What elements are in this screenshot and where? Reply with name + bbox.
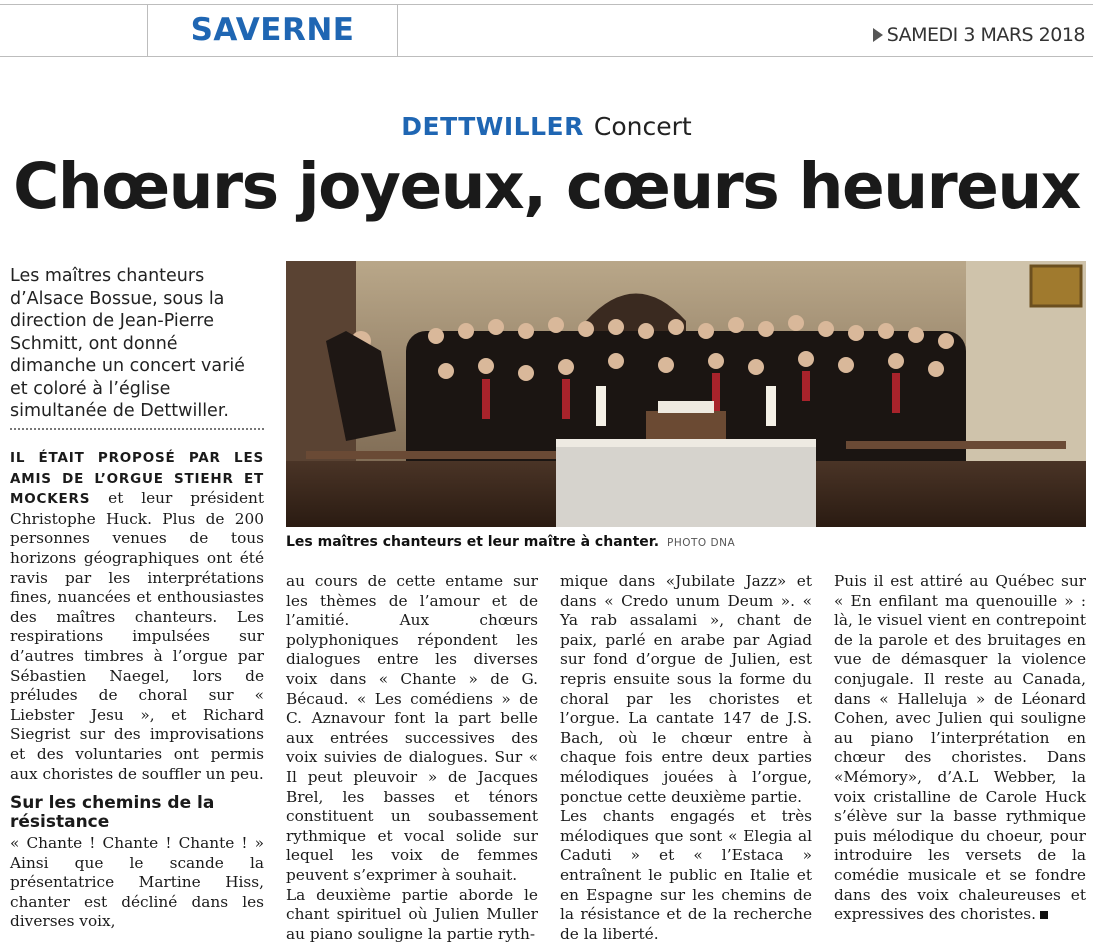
lead-paragraph [10, 448, 264, 784]
paragraph: Les chants engagés et très mélodiques que sont « Elegia al Caduti » et « l’Estaca » entraînent le public en Italie et en Espagne sur les chemins de la résistance et de la recherche de la liberté. [560, 807, 812, 943]
article-column-4 [834, 572, 1086, 925]
header-separator [397, 4, 398, 56]
headline: Chœurs joyeux, cœurs heureux [13, 150, 1080, 223]
end-of-article-icon [1040, 911, 1048, 919]
lead-caps: IL ÉTAIT PROPOSÉ PAR LES AMIS DE L’ORGUE STIEHR ET MOCKERS [10, 450, 264, 508]
intro-paragraph: Les maîtres chanteurs d’Alsace Bossue, sous la direction de Jean-Pierre Schmitt, ont donné dimanche un concert varié et coloré à l’église simultanée de Dettwiller. [10, 266, 245, 421]
kicker-location: DETTWILLER [401, 112, 584, 141]
header-bottom-rule [0, 56, 1093, 57]
article-column-1 [10, 448, 264, 932]
kicker-category: Concert [593, 112, 692, 141]
header-separator [147, 4, 148, 56]
paragraph [834, 572, 1086, 925]
paragraph: mique dans «Jubilate Jazz» et dans « Credo unum Deum ». « Ya rab assalami », chant de paix, parlé en arabe par Agiad sur fond d’orgue de Julien, est repris ensuite sous la forme du choral par les choristes et l’orgue. La cantate 147 de J.S. Bach, où le chœur entre à chaque fois entre deux parties mélodiques jouées à l’orgue, ponctue cette deuxième partie. [560, 572, 812, 806]
paragraph: « Chante ! Chante ! Chante ! » Ainsi que le scande la présentatrice Martine Hiss, chanter est décliné dans les diverses voix, [10, 834, 264, 931]
article-column-2 [286, 572, 538, 944]
arrow-right-icon [873, 28, 883, 42]
caption-text: Les maîtres chanteurs et leur maître à chanter. [286, 534, 660, 550]
header-top-rule [0, 4, 1093, 5]
paragraph: au cours de cette entame sur les thèmes de l’amour et de l’amitié. Aux chœurs polyphoniques répondent les dialogues entre les diverses voix dans « Chante » de G. Bécaud. « Les comédiens » de C. Aznavour font la part belle aux entrées successives des voix suivies de dialogues. Sur « Il peut pleuvoir » de Jacques Brel, les basses et ténors constituent un soubassement rythmique et vocal solide sur lequel les voix de femmes peuvent s’exprimer à souhait. [286, 572, 538, 884]
issue-date [873, 24, 1085, 46]
dotted-divider [10, 428, 264, 430]
lead-body: et leur président Christophe Huck. Plus de 200 personnes venues de tous horizons géographiques ont été ravis par les interprétations fines, nuancées et enthousiastes des maîtres chanteurs. Les respirations impulsées sur d’autres timbres à l’orgue par Sébastien Naegel, lors de préludes de choral sur « Liebster Jesu », et Richard Siegrist sur des improvisations et des voluntaries ont permis aux choristes de souffler un peu. [10, 489, 264, 783]
paragraph-text: Puis il est attiré au Québec sur « En enfilant ma quenouille » : là, le visuel vient en contrepoint de la parole et des bruitages en vue de démasquer la violence conjugale. Il reste au Canada, dans « Halleluja » de Léonard Cohen, avec Julien qui souligne au piano l’interprétation en chœur des choristes. Dans «Mémory», d’A.L Webber, la voix cristalline de Carole Huck s’élève sur la basse rythmique puis mélodique du choeur, pour introduire les versets de la comédie musicale et se fondre dans des voix chaleureuses et expressives des choristes. [834, 572, 1086, 924]
subhead: Sur les chemins de la résistance [10, 793, 215, 833]
issue-date-text: SAMEDI 3 MARS 2018 [886, 24, 1085, 46]
photo-credit: PHOTO DNA [667, 537, 736, 549]
paragraph: La deuxième partie aborde le chant spirituel où Julien Muller au piano souligne la partie ryth- [286, 885, 538, 943]
choir-photo [286, 261, 1086, 527]
section-name: SAVERNE [190, 12, 355, 48]
article-column-3 [560, 572, 812, 944]
photo-caption [286, 534, 735, 550]
kicker [0, 112, 1093, 141]
